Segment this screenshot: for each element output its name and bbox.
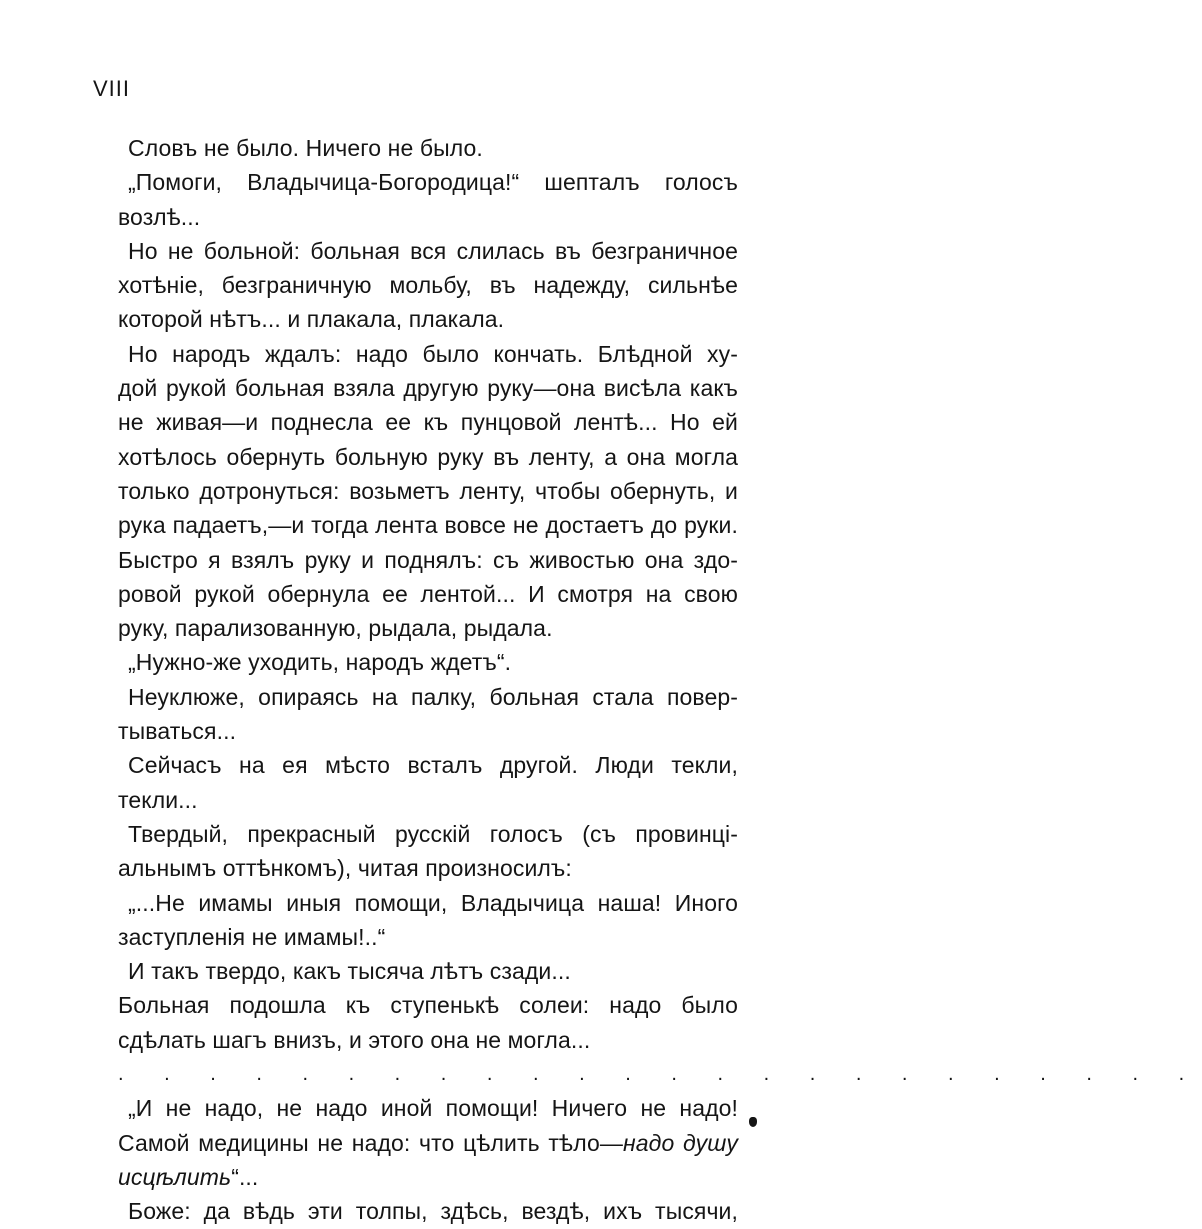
text-line: сдѣлать шагъ внизъ, и этого она не могла... — [118, 1026, 591, 1053]
text-line: не живая—и поднесла ее къ пунцовой лентѣ... Но ей — [118, 409, 738, 436]
text-line: Боже: да вѣдь эти толпы, здѣсь, вездѣ, ихъ тысячи, — [128, 1198, 738, 1225]
text-line: заступленія не имамы!..“ — [118, 923, 386, 950]
text-line: руку, парализованную, рыдала, рыдала. — [118, 615, 553, 642]
text-line: альнымъ оттѣнкомъ), читая произносилъ: — [118, 855, 572, 882]
text-line: ровой рукой обернула ее лентой... И смотря на свою — [118, 580, 738, 607]
text-line: Неуклюже, опираясь на палку, больная стала повер- — [128, 683, 738, 710]
text-line: возлѣ... — [118, 203, 201, 230]
text-line — [118, 1160, 738, 1194]
text-line: Быстро я взялъ руку и поднялъ: съ живостью она здо- — [118, 546, 738, 573]
italic-text: надо душу — [623, 1129, 738, 1156]
text-line: текли... — [118, 786, 198, 813]
text-line: И такъ твердо, какъ тысяча лѣтъ сзади... — [128, 958, 571, 985]
italic-text: исцѣлить — [118, 1163, 232, 1190]
text-line: тываться... — [118, 718, 237, 745]
text-line: которой нѣтъ... и плакала, плакала. — [118, 306, 505, 333]
text-segment: “... — [231, 1163, 259, 1190]
text-line: „Помоги, Владычица-Богородица!“ шепталъ голосъ — [128, 169, 738, 196]
body-text — [118, 131, 1202, 1229]
text-segment: Самой медицины не надо: что цѣлить тѣло— — [118, 1129, 624, 1156]
text-line: хотѣлось обернуть больную руку въ ленту, а она могла — [118, 443, 738, 470]
text-line: дой рукой больная взяла другую руку—она висѣла какъ — [118, 375, 738, 402]
text-line: хотѣніе, безграничную мольбу, въ надежду, сильнѣе — [118, 272, 738, 299]
text-line: „Нужно-же уходить, народъ ждетъ“. — [128, 649, 512, 676]
text-line: рука падаетъ,—и тогда лента вовсе не достаетъ до руки. — [118, 512, 738, 539]
text-line: только дотронуться: возьметъ ленту, чтобы обернуть, и — [118, 477, 738, 504]
text-line: Но народъ ждалъ: надо было кончать. Блѣдной ху- — [128, 340, 738, 367]
text-line: Но не больной: больная вся слилась въ безграничное — [128, 237, 738, 264]
text-line: Сейчасъ на ея мѣсто всталъ другой. Люди текли, — [128, 752, 738, 779]
ink-mark — [749, 1117, 757, 1127]
text-line: „...Не имамы иныя помощи, Владычица наша! Иного — [128, 889, 738, 916]
text-line: Словъ не было. Ничего не было. — [128, 135, 483, 161]
page-number: VIII — [93, 76, 131, 101]
text-line — [118, 1126, 738, 1160]
text-line: Больная подошла къ ступенькѣ солеи: надо было — [118, 992, 738, 1019]
text-line: Твердый, прекрасный русскій голосъ (съ провинці- — [128, 820, 738, 847]
text-line: „И не надо, не надо иной помощи! Ничего не надо! — [128, 1095, 738, 1122]
section-separator: . . . . . . . . . . . . . . . . . . . . . . . . — [118, 1063, 1202, 1086]
